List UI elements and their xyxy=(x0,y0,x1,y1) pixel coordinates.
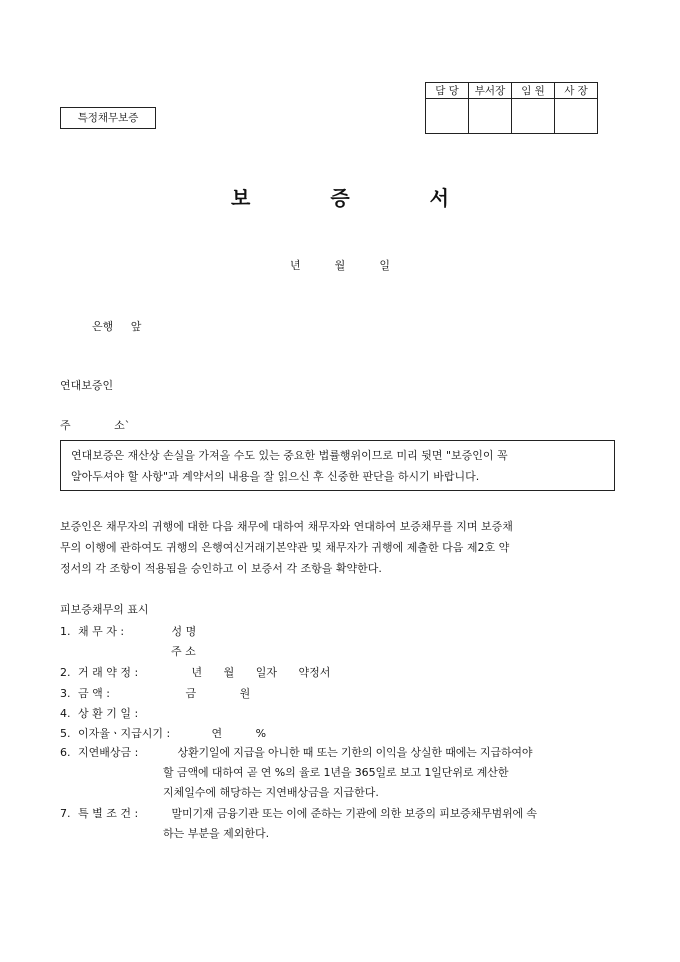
page-title xyxy=(0,182,680,211)
debt-item-value: 상환기일에 지급을 아니한 때 또는 기한의 이익을 상실한 때에는 지급하여야 xyxy=(177,746,533,759)
approval-sign-manager[interactable] xyxy=(426,99,469,134)
guarantor-label: 연대보증인 xyxy=(60,379,114,392)
address-label-2: 소` xyxy=(114,419,131,432)
debt-item-label: 채 무 자 : xyxy=(78,625,125,638)
debt-item-1 xyxy=(60,623,196,639)
debt-item-1-address: 주 소 xyxy=(171,645,196,658)
addressee xyxy=(92,318,141,334)
address-label xyxy=(60,417,130,433)
debt-item-label: 상 환 기 일 : xyxy=(78,707,139,720)
addressee-to: 앞 xyxy=(130,320,142,333)
debt-item-value: 말미기재 금융기관 또는 이에 준하는 기관에 의한 보증의 피보증채무범위에 속 xyxy=(171,807,537,820)
doc-type-box: 특정채무보증 xyxy=(60,107,156,129)
date-year: 년 xyxy=(290,259,301,272)
date-line xyxy=(0,257,680,273)
debt-item-label: 이자율ㆍ지급시기 : xyxy=(78,727,171,740)
debt-item-label: 지연배상금 : xyxy=(78,746,139,759)
approval-sign-president[interactable] xyxy=(555,99,598,134)
title-char-2: 증 xyxy=(330,186,350,210)
debt-item-label: 금 액 : xyxy=(78,687,110,700)
debt-item-value: 연 % xyxy=(211,727,267,740)
debt-item-num: 3. xyxy=(60,687,71,700)
approval-table xyxy=(425,82,598,134)
notice-box xyxy=(60,440,615,491)
debt-item-7-line-2: 하는 부분을 제외한다. xyxy=(163,827,270,840)
debt-item-2 xyxy=(60,664,330,680)
notice-line-2: 알아두셔야 할 사항"과 계약서의 내용을 잘 읽으신 후 신중한 판단을 하시기 바랍니다. xyxy=(71,470,480,483)
approval-header-manager: 담 당 xyxy=(426,83,469,99)
debt-item-num: 2. xyxy=(60,666,71,679)
debt-item-label: 거 래 약 정 : xyxy=(78,666,139,679)
approval-sign-executive[interactable] xyxy=(512,99,555,134)
debt-item-7 xyxy=(60,805,537,821)
title-char-1: 보 xyxy=(231,186,251,210)
debt-item-3 xyxy=(60,685,250,701)
approval-header-president: 사 장 xyxy=(555,83,598,99)
debt-item-6-line-3: 지체일수에 해당하는 지연배상금을 지급한다. xyxy=(163,786,379,799)
address-label-1: 주 xyxy=(60,419,71,432)
debt-item-value: 년 월 일자 약정서 xyxy=(191,666,331,679)
guarantee-paragraph xyxy=(60,516,630,579)
debt-item-value: 금 원 xyxy=(185,687,251,700)
debt-item-num: 4. xyxy=(60,707,71,720)
approval-sign-dept-head[interactable] xyxy=(469,99,512,134)
date-day: 일 xyxy=(379,259,390,272)
debt-item-value: 성 명 xyxy=(171,625,197,638)
title-char-3: 서 xyxy=(429,186,449,210)
debt-heading: 피보증채무의 표시 xyxy=(60,603,149,616)
addressee-bank: 은행 xyxy=(92,320,114,333)
debt-item-num: 7. xyxy=(60,807,71,820)
debt-item-num: 1. xyxy=(60,625,71,638)
paragraph-line-2: 무의 이행에 관하여도 귀행의 은행여신거래기본약관 및 채무자가 귀행에 제출한 다음 제2호 약 xyxy=(60,541,510,554)
debt-item-num: 5. xyxy=(60,727,71,740)
approval-header-dept-head: 부서장 xyxy=(469,83,512,99)
notice-line-1: 연대보증은 재산상 손실을 가져올 수도 있는 중요한 법률행위이므로 미리 뒷면 "보증인이 꼭 xyxy=(71,449,508,462)
debt-item-num: 6. xyxy=(60,746,71,759)
date-month: 월 xyxy=(334,259,346,272)
paragraph-line-1: 보증인은 채무자의 귀행에 대한 다음 채무에 대하여 채무자와 연대하여 보증채무를 지며 보증채 xyxy=(60,520,513,533)
debt-item-6-line-2: 할 금액에 대하여 곧 연 %의 율로 1년을 365일로 보고 1일단위로 계산한 xyxy=(163,766,509,779)
paragraph-line-3: 정서의 각 조항이 적용됨을 승인하고 이 보증서 각 조항을 확약한다. xyxy=(60,562,382,575)
debt-item-5 xyxy=(60,725,266,741)
debt-item-4 xyxy=(60,705,138,721)
debt-item-6 xyxy=(60,744,532,760)
debt-item-label: 특 별 조 건 : xyxy=(78,807,139,820)
approval-header-executive: 임 원 xyxy=(512,83,555,99)
